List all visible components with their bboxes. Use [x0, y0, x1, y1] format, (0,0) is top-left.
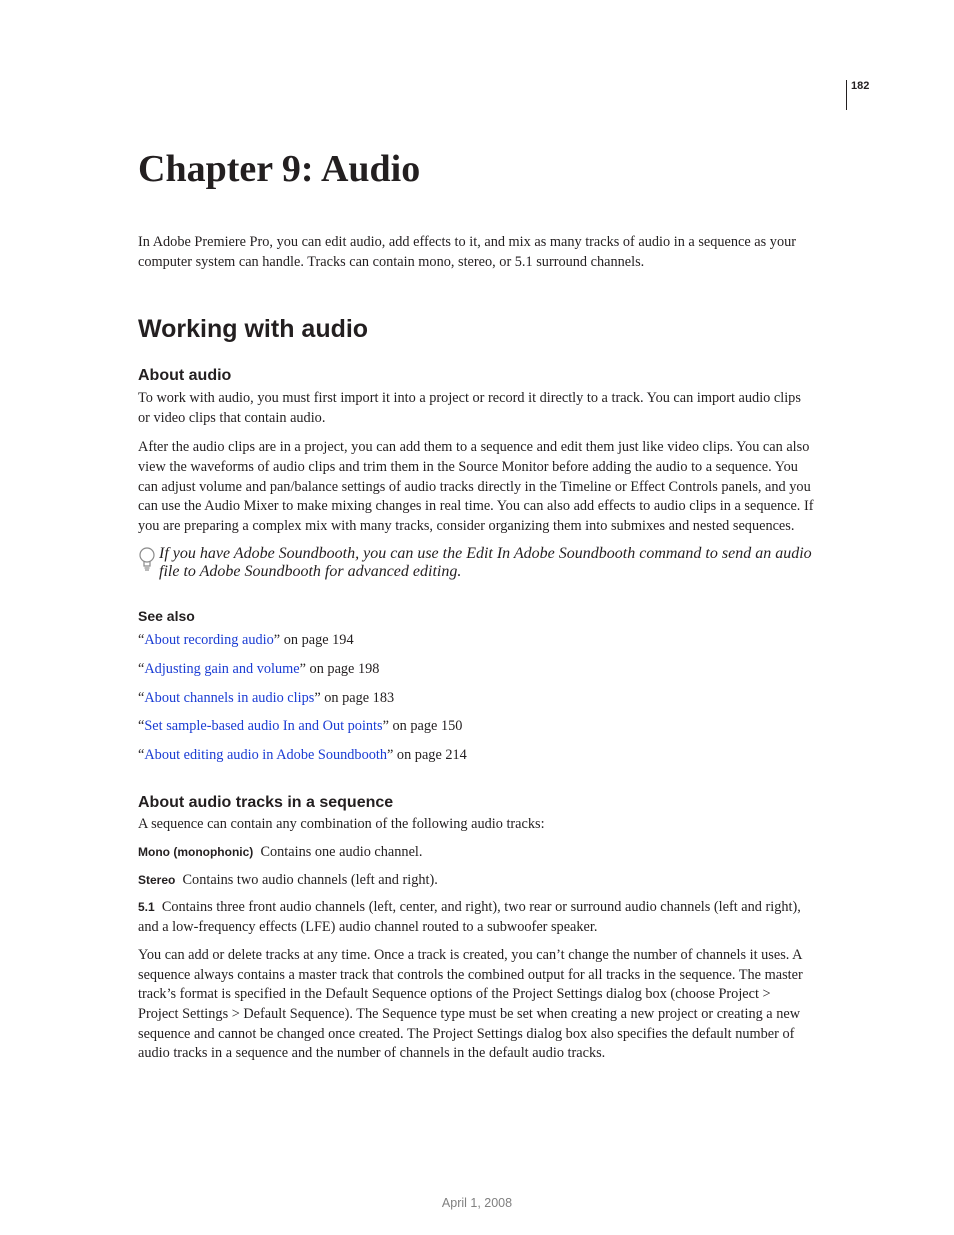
tip-text: If you have Adobe Soundbooth, you can use the Edit In Adobe Soundbooth command to send an audio file to Adobe Soundbooth for advanced editing. — [159, 545, 812, 581]
link-adjusting-gain-and-volume[interactable]: Adjusting gain and volume — [144, 660, 300, 677]
quote-open: “ — [138, 718, 145, 735]
about-audio-heading: About audio — [138, 367, 232, 385]
definition-stereo — [138, 871, 814, 891]
audio-tracks-paragraph: You can add or delete tracks at any time. Once a track is created, you can’t change the number of channels it uses. A sequence always contains a master track that controls the combined output for all tracks in the sequence. The master track’s format is specified in the Default Sequence options of the Project Settings dialog box (choose Project > Project Settings > Default Sequence). The Sequence type must be set when creating a new project or creating a new sequence and cannot be changed once created. The Project Settings dialog box also specifies the default number of audio tracks in a sequence and the number of channels in the default audio tracks. — [138, 947, 803, 1062]
page-content — [138, 233, 814, 1064]
quote-open: “ — [138, 660, 145, 677]
lightbulb-icon — [138, 545, 156, 575]
term-label: Stereo — [138, 872, 176, 887]
tip-note — [138, 545, 814, 581]
page-reference: ” on page 150 — [382, 718, 463, 735]
see-also-heading: See also — [138, 608, 195, 625]
section-title: Working with audio — [138, 315, 369, 344]
definition-mono — [138, 843, 814, 863]
see-also-item — [138, 689, 814, 709]
about-audio-paragraph-1: To work with audio, you must first import it into a project or record it directly to a track. You can import audio clips or video clips that contain audio. — [138, 390, 801, 426]
link-about-channels-in-audio-clips[interactable]: About channels in audio clips — [144, 689, 315, 706]
page-reference: ” on page 194 — [273, 632, 354, 649]
term-description: Contains one audio channel. — [260, 843, 423, 860]
intro-paragraph: In Adobe Premiere Pro, you can edit audio, add effects to it, and mix as many tracks of audio in a sequence as your computer system can handle. Tracks can contain mono, stereo, or 5.1 surround channels. — [138, 234, 796, 270]
audio-tracks-intro: A sequence can contain any combination of the following audio tracks: — [138, 816, 545, 833]
link-about-recording-audio[interactable]: About recording audio — [144, 632, 274, 649]
term-description: Contains three front audio channels (left, center, and right), two rear or surround audio channels (left and right), and a low-frequency effects (LFE) audio channel routed to a subwoofer speaker. — [138, 899, 801, 935]
footer-date: April 1, 2008 — [441, 1196, 513, 1210]
about-audio-paragraph-2: After the audio clips are in a project, you can add them to a sequence and edit them just like video clips. You can also view the waveforms of audio clips and trim them in the Source Monitor before adding the audio to a sequence. You can adjust volume and pan/balance settings of audio tracks directly in the Timeline or Effect Controls panels, and you can use the Audio Mixer to make mixing changes in real time. You can also add effects to audio clips in a sequence. If you are preparing a complex mix with many tracks, consider organizing them into submixes and nested sequences. — [138, 439, 814, 534]
page-reference: ” on page 198 — [299, 660, 380, 677]
term-description: Contains two audio channels (left and right). — [182, 871, 438, 888]
link-set-sample-based-audio-in-out[interactable]: Set sample-based audio In and Out points — [144, 718, 383, 735]
term-label: Mono (monophonic) — [138, 844, 254, 859]
see-also-item — [138, 746, 814, 766]
page-reference: ” on page 183 — [314, 689, 395, 706]
page-reference: ” on page 214 — [387, 746, 467, 763]
see-also-item — [138, 660, 814, 680]
see-also-item — [138, 631, 814, 651]
quote-open: “ — [138, 746, 145, 763]
audio-tracks-heading: About audio tracks in a sequence — [138, 794, 394, 812]
page-number: 182 — [851, 80, 870, 92]
page-number-rule — [846, 80, 847, 110]
chapter-title: Chapter 9: Audio — [138, 148, 421, 190]
quote-open: “ — [138, 632, 145, 649]
see-also-item — [138, 717, 814, 737]
term-label: 5.1 — [138, 900, 155, 915]
link-about-editing-audio-in-soundbooth[interactable]: About editing audio in Adobe Soundbooth — [144, 746, 388, 763]
definition-5-1 — [138, 898, 814, 937]
quote-open: “ — [138, 689, 145, 706]
